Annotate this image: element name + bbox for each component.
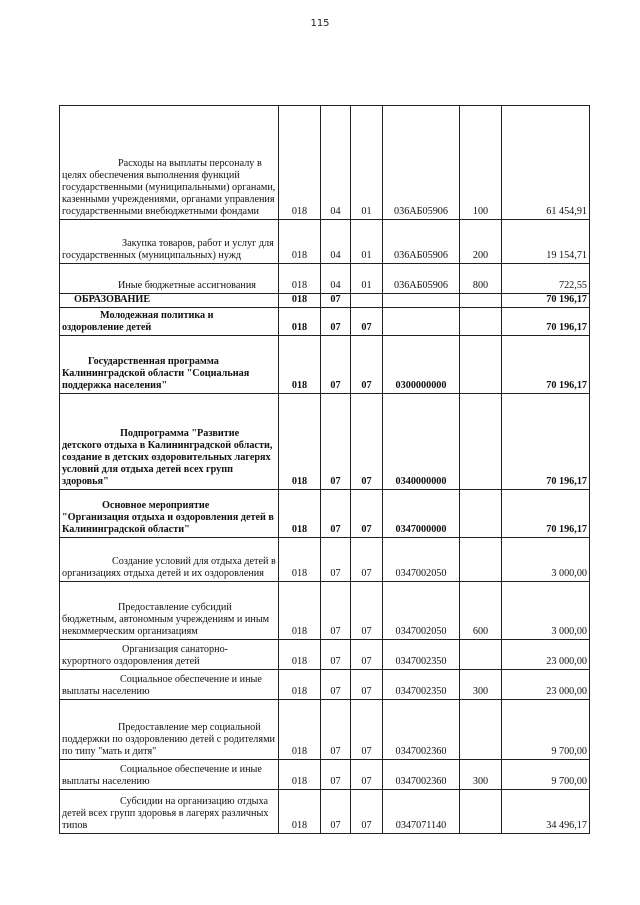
row-subsection-code: 07 [351, 394, 383, 490]
row-section-code: 07 [321, 336, 351, 394]
row-ved-code: 018 [279, 670, 321, 700]
row-name: Социальное обеспечение и иные выплаты населению [60, 760, 279, 790]
row-amount: 19 154,71 [502, 220, 590, 264]
row-target-article: 036АБ05906 [383, 264, 460, 294]
row-amount: 23 000,00 [502, 670, 590, 700]
row-section-code: 07 [321, 582, 351, 640]
row-amount: 70 196,17 [502, 308, 590, 336]
row-subsection-code [351, 294, 383, 308]
row-amount: 70 196,17 [502, 336, 590, 394]
row-subsection-code: 07 [351, 582, 383, 640]
row-expense-type [460, 640, 502, 670]
table-row [60, 700, 590, 760]
row-subsection-code: 01 [351, 106, 383, 220]
row-expense-type [460, 394, 502, 490]
row-subsection-code: 07 [351, 308, 383, 336]
row-ved-code: 018 [279, 294, 321, 308]
row-name: Закупка товаров, работ и услуг для государственных (муниципальных) нужд [60, 220, 279, 264]
row-ved-code: 018 [279, 106, 321, 220]
row-target-article: 0347002360 [383, 700, 460, 760]
row-name: Социальное обеспечение и иные выплаты населению [60, 670, 279, 700]
row-amount: 9 700,00 [502, 760, 590, 790]
row-name: Расходы на выплаты персоналу в целях обеспечения выполнения функций государственными (муниципальными) органами, казенными учреждениями, органами управления государственными внебюджетными фондами [60, 106, 279, 220]
row-section-code: 07 [321, 640, 351, 670]
row-name: Подпрограмма "Развитие детского отдыха в Калининградской области, создание в детских оздоровительных лагерях условий для отдыха детей всех групп здоровья" [60, 394, 279, 490]
row-ved-code: 018 [279, 582, 321, 640]
row-expense-type [460, 538, 502, 582]
row-expense-type: 300 [460, 760, 502, 790]
row-subsection-code: 07 [351, 670, 383, 700]
budget-table [59, 105, 590, 834]
row-section-code: 07 [321, 790, 351, 834]
table-row [60, 394, 590, 490]
row-section-code: 04 [321, 264, 351, 294]
row-section-code: 07 [321, 538, 351, 582]
row-subsection-code: 07 [351, 490, 383, 538]
row-name: Организация санаторно-курортного оздоровления детей [60, 640, 279, 670]
row-ved-code: 018 [279, 490, 321, 538]
row-subsection-code: 07 [351, 790, 383, 834]
row-name: Молодежная политика и оздоровление детей [60, 308, 279, 336]
row-amount: 3 000,00 [502, 582, 590, 640]
row-expense-type: 600 [460, 582, 502, 640]
row-target-article [383, 294, 460, 308]
table-row [60, 220, 590, 264]
row-target-article: 036АБ05906 [383, 106, 460, 220]
table-row [60, 538, 590, 582]
row-ved-code: 018 [279, 700, 321, 760]
table-row [60, 308, 590, 336]
row-expense-type [460, 490, 502, 538]
row-subsection-code: 07 [351, 336, 383, 394]
row-amount: 70 196,17 [502, 490, 590, 538]
row-expense-type: 200 [460, 220, 502, 264]
row-target-article: 0347002360 [383, 760, 460, 790]
row-expense-type: 300 [460, 670, 502, 700]
row-section-code: 07 [321, 670, 351, 700]
row-target-article: 0347002050 [383, 538, 460, 582]
row-name: Субсидии на организацию отдыха детей всех групп здоровья в лагерях различных типов [60, 790, 279, 834]
row-expense-type [460, 700, 502, 760]
table-row [60, 760, 590, 790]
row-subsection-code: 07 [351, 760, 383, 790]
row-amount: 70 196,17 [502, 394, 590, 490]
row-subsection-code: 07 [351, 538, 383, 582]
row-expense-type [460, 336, 502, 394]
row-expense-type: 100 [460, 106, 502, 220]
row-target-article: 0347071140 [383, 790, 460, 834]
table-row [60, 336, 590, 394]
table-row [60, 582, 590, 640]
table-row [60, 640, 590, 670]
row-expense-type [460, 790, 502, 834]
row-target-article: 0347002350 [383, 670, 460, 700]
table-row [60, 264, 590, 294]
page-number: 115 [310, 18, 330, 29]
row-expense-type [460, 308, 502, 336]
row-section-code: 07 [321, 394, 351, 490]
row-ved-code: 018 [279, 640, 321, 670]
row-subsection-code: 01 [351, 264, 383, 294]
table-row [60, 790, 590, 834]
row-amount: 34 496,17 [502, 790, 590, 834]
row-ved-code: 018 [279, 264, 321, 294]
row-name: Создание условий для отдыха детей в организациях отдыха детей и их оздоровления [60, 538, 279, 582]
row-subsection-code: 07 [351, 640, 383, 670]
row-target-article [383, 308, 460, 336]
row-name: ОБРАЗОВАНИЕ [60, 294, 279, 308]
row-amount: 722,55 [502, 264, 590, 294]
row-ved-code: 018 [279, 308, 321, 336]
row-section-code: 07 [321, 294, 351, 308]
row-ved-code: 018 [279, 538, 321, 582]
row-ved-code: 018 [279, 760, 321, 790]
row-target-article: 0347002350 [383, 640, 460, 670]
row-section-code: 04 [321, 106, 351, 220]
table-row [60, 106, 590, 220]
row-name: Основное мероприятие "Организация отдыха и оздоровления детей в Калининградской области" [60, 490, 279, 538]
row-name: Государственная программа Калининградской области "Социальная поддержка населения" [60, 336, 279, 394]
row-ved-code: 018 [279, 790, 321, 834]
row-target-article: 0340000000 [383, 394, 460, 490]
row-amount: 61 454,91 [502, 106, 590, 220]
row-target-article: 0347002050 [383, 582, 460, 640]
row-section-code: 07 [321, 760, 351, 790]
row-ved-code: 018 [279, 336, 321, 394]
row-name: Предоставление мер социальной поддержки по оздоровлению детей с родителями по типу "мать и дитя" [60, 700, 279, 760]
row-amount: 9 700,00 [502, 700, 590, 760]
row-subsection-code: 07 [351, 700, 383, 760]
table-row [60, 490, 590, 538]
row-amount: 70 196,17 [502, 294, 590, 308]
row-expense-type: 800 [460, 264, 502, 294]
row-amount: 23 000,00 [502, 640, 590, 670]
row-section-code: 07 [321, 700, 351, 760]
row-name: Иные бюджетные ассигнования [60, 264, 279, 294]
row-section-code: 07 [321, 490, 351, 538]
row-target-article: 0347000000 [383, 490, 460, 538]
row-name: Предоставление субсидий бюджетным, автономным учреждениям и иным некоммерческим организациям [60, 582, 279, 640]
row-target-article: 0300000000 [383, 336, 460, 394]
row-subsection-code: 01 [351, 220, 383, 264]
row-target-article: 036АБ05906 [383, 220, 460, 264]
row-ved-code: 018 [279, 220, 321, 264]
row-expense-type [460, 294, 502, 308]
row-amount: 3 000,00 [502, 538, 590, 582]
table-row [60, 294, 590, 308]
table-row [60, 670, 590, 700]
row-section-code: 07 [321, 308, 351, 336]
row-section-code: 04 [321, 220, 351, 264]
row-ved-code: 018 [279, 394, 321, 490]
